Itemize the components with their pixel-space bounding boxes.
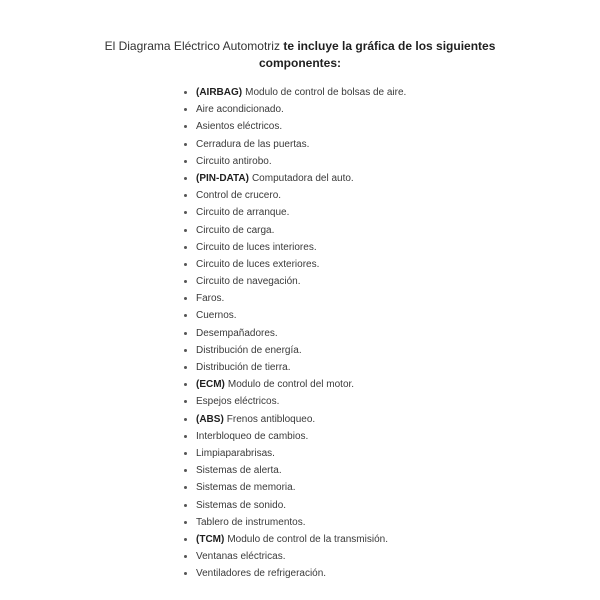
list-item (184, 222, 406, 239)
component-text: Sistemas de alerta. (196, 465, 282, 477)
list-item (184, 290, 406, 307)
list-item (184, 325, 406, 342)
component-text: Ventiladores de refrigeración. (196, 568, 327, 580)
list-item (184, 153, 406, 170)
component-text: Cuernos. (196, 310, 237, 322)
component-text: Distribución de tierra. (196, 362, 291, 373)
bullet-icon (184, 229, 187, 232)
list-item (184, 136, 406, 153)
component-text: Circuito de arranque. (196, 207, 290, 219)
list-item (184, 101, 406, 118)
component-text: Circuito de luces interiores. (196, 241, 317, 253)
component-code: (PIN-DATA) (196, 172, 249, 184)
list-item (184, 428, 406, 445)
component-text: Espejos eléctricos. (196, 396, 280, 408)
bullet-icon (184, 280, 187, 283)
bullet-icon (184, 91, 187, 94)
component-text: Sistemas de sonido. (196, 499, 287, 511)
component-text: Distribución de energía. (196, 344, 302, 356)
component-text: Computadora del auto. (251, 172, 354, 184)
component-text: Faros. (196, 293, 225, 305)
component-text: Circuito de navegación. (196, 276, 301, 288)
list-item (184, 84, 406, 101)
component-code: (AIRBAG) (196, 87, 243, 98)
bullet-icon (184, 572, 187, 575)
list-item (184, 376, 406, 393)
bullet-icon (184, 521, 187, 524)
component-code: (ABS) (196, 413, 224, 425)
component-text: Desempañadores. (196, 327, 278, 339)
bullet-icon (184, 400, 187, 403)
list-item (184, 531, 406, 548)
list-item (184, 359, 406, 376)
list-item (184, 204, 406, 221)
bullet-icon (184, 486, 187, 489)
list-item (184, 256, 406, 273)
list-item (184, 170, 406, 187)
list-item (184, 548, 406, 565)
list-item (184, 565, 406, 582)
bullet-icon (184, 504, 187, 507)
bullet-icon (184, 469, 187, 472)
component-text: Modulo de control de la transmisión. (227, 533, 388, 545)
bullet-icon (184, 125, 187, 128)
bullet-icon (184, 143, 187, 146)
bullet-icon (184, 314, 187, 317)
component-text: Interbloqueo de cambios. (196, 430, 309, 442)
component-text: Modulo de control de bolsas de aire. (245, 87, 407, 98)
bullet-icon (184, 538, 187, 541)
list-item (184, 411, 406, 428)
intro-paragraph (100, 38, 500, 72)
component-text: Sistemas de memoria. (196, 482, 296, 494)
component-code: (TCM) (196, 533, 225, 545)
list-item (184, 445, 406, 462)
components-list (184, 84, 406, 582)
component-text: Ventanas eléctricas. (196, 551, 286, 563)
list-item (184, 393, 406, 410)
list-item (184, 462, 406, 479)
bullet-icon (184, 263, 187, 266)
list-item (184, 239, 406, 256)
intro-plain-text: El Diagrama Eléctrico Automotriz (104, 39, 280, 53)
bullet-icon (184, 349, 187, 352)
bullet-icon (184, 366, 187, 369)
bullet-icon (184, 383, 187, 386)
component-text: Circuito antirobo. (196, 155, 272, 167)
bullet-icon (184, 246, 187, 249)
bullet-icon (184, 555, 187, 558)
bullet-icon (184, 435, 187, 438)
bullet-icon (184, 211, 187, 214)
component-text: Control de crucero. (196, 190, 282, 202)
list-item (184, 514, 406, 531)
list-item (184, 118, 406, 135)
intro-bold-text-line2: componentes: (258, 56, 341, 70)
component-text: Tablero de instrumentos. (196, 516, 306, 528)
bullet-icon (184, 452, 187, 455)
list-item (184, 187, 406, 204)
list-item (184, 307, 406, 324)
list-item (184, 342, 406, 359)
bullet-icon (184, 108, 187, 111)
list-item (184, 479, 406, 496)
component-text: Asientos eléctricos. (196, 121, 283, 133)
bullet-icon (184, 177, 187, 180)
component-code: (ECM) (196, 379, 225, 391)
list-item (184, 273, 406, 290)
bullet-icon (184, 297, 187, 300)
component-text: Circuito de luces exteriores. (196, 258, 320, 270)
component-text: Limpiaparabrisas. (196, 447, 275, 459)
component-text: Circuito de carga. (196, 224, 275, 236)
bullet-icon (184, 332, 187, 335)
bullet-icon (184, 194, 187, 197)
list-item (184, 497, 406, 514)
component-text: Aire acondicionado. (196, 104, 284, 116)
bullet-icon (184, 418, 187, 421)
bullet-icon (184, 160, 187, 163)
intro-bold-text-line1: te incluye la gráfica de los siguientes (283, 39, 496, 53)
component-text: Cerradura de las puertas. (196, 138, 310, 150)
component-text: Frenos antibloqueo. (226, 413, 316, 425)
component-text: Modulo de control del motor. (227, 379, 355, 391)
